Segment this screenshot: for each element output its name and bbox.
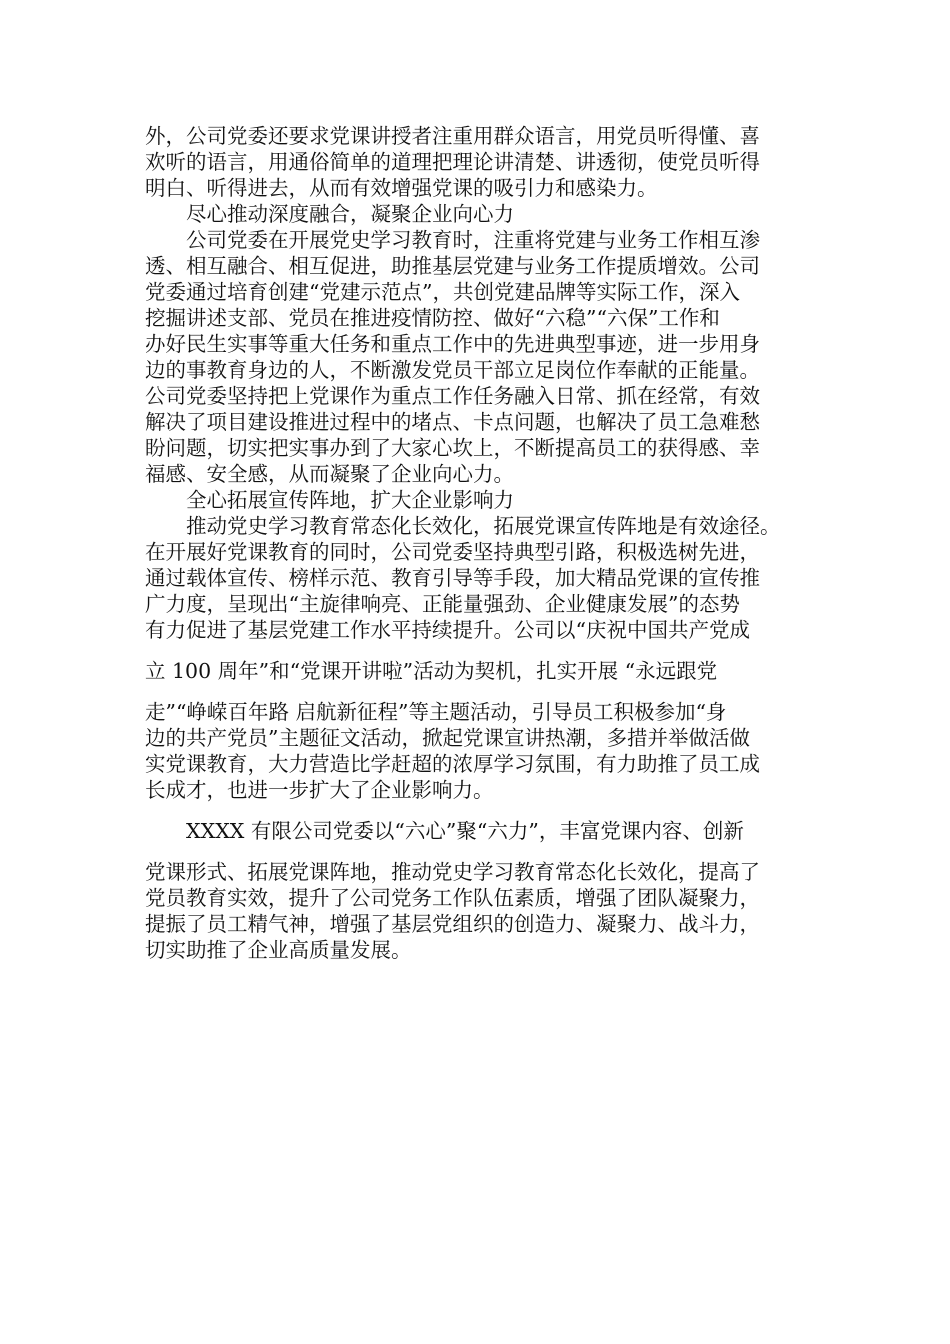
text-line: 欢听的语言，用通俗简单的道理把理论讲清楚、讲透彻，使党员听得: [145, 150, 760, 174]
text-line: 党员教育实效，提升了公司党务工作队伍素质，增强了团队凝聚力，: [145, 886, 760, 910]
text-line: XXXX 有限公司党委以“六心”聚“六力”，丰富党课内容、创新: [186, 819, 744, 843]
text-line: 解决了项目建设推进过程中的堵点、卡点问题，也解决了员工急难愁: [145, 410, 760, 434]
text-line: 福感、安全感，从而凝聚了企业向心力。: [145, 462, 514, 486]
text-line: 广力度，呈现出“主旋律响亮、正能量强劲、企业健康发展”的态势: [145, 592, 740, 616]
text-line: 外，公司党委还要求党课讲授者注重用群众语言，用党员听得懂、喜: [145, 124, 760, 148]
text-line: 切实助推了企业高质量发展。: [145, 938, 412, 962]
text-line: 办好民生实事等重大任务和重点工作中的先进典型事迹，进一步用身: [145, 332, 760, 356]
text-line: 党委通过培育创建“党建示范点”，共创党建品牌等实际工作，深入: [145, 280, 740, 304]
text-line: 透、相互融合、相互促进，助推基层党建与业务工作提质增效。公司: [145, 254, 760, 278]
text-line: 走”“峥嵘百年路 启航新征程”等主题活动，引导员工积极参加“身: [145, 700, 727, 724]
section-heading: 尽心推动深度融合，凝聚企业向心力: [186, 202, 514, 226]
text-line: 边的事教育身边的人，不断激发党员干部立足岗位作奉献的正能量。: [145, 358, 760, 382]
text-line: 党课形式、拓展党课阵地，推动党史学习教育常态化长效化，提高了: [145, 860, 760, 884]
section-heading: 全心拓展宣传阵地，扩大企业影响力: [186, 488, 514, 512]
text-line: 公司党委在开展党史学习教育时，注重将党建与业务工作相互渗: [186, 228, 760, 252]
text-line: 长成才，也进一步扩大了企业影响力。: [145, 778, 494, 802]
text-line: 盼问题，切实把实事办到了大家心坎上，不断提高员工的获得感、幸: [145, 436, 760, 460]
text-line: 在开展好党课教育的同时，公司党委坚持典型引路，积极选树先进，: [145, 540, 760, 564]
text-line: 挖掘讲述支部、党员在推进疫情防控、做好“六稳”“六保”工作和: [145, 306, 720, 330]
text-line: 立 100 周年”和“党课开讲啦”活动为契机，扎实开展 “永远跟党: [145, 659, 718, 683]
text-line: 提振了员工精气神，增强了基层党组织的创造力、凝聚力、战斗力，: [145, 912, 760, 936]
text-line: 明白、听得进去，从而有效增强党课的吸引力和感染力。: [145, 176, 658, 200]
text-line: 边的共产党员”主题征文活动，掀起党课宣讲热潮，多措并举做活做: [145, 726, 750, 750]
text-line: 推动党史学习教育常态化长效化，拓展党课宣传阵地是有效途径。: [186, 514, 781, 538]
text-line: 公司党委坚持把上党课作为重点工作任务融入日常、抓在经常，有效: [145, 384, 760, 408]
text-line: 有力促进了基层党建工作水平持续提升。公司以“庆祝中国共产党成: [145, 618, 750, 642]
text-line: 通过载体宣传、榜样示范、教育引导等手段，加大精品党课的宣传推: [145, 566, 760, 590]
text-line: 实党课教育，大力营造比学赶超的浓厚学习氛围，有力助推了员工成: [145, 752, 760, 776]
